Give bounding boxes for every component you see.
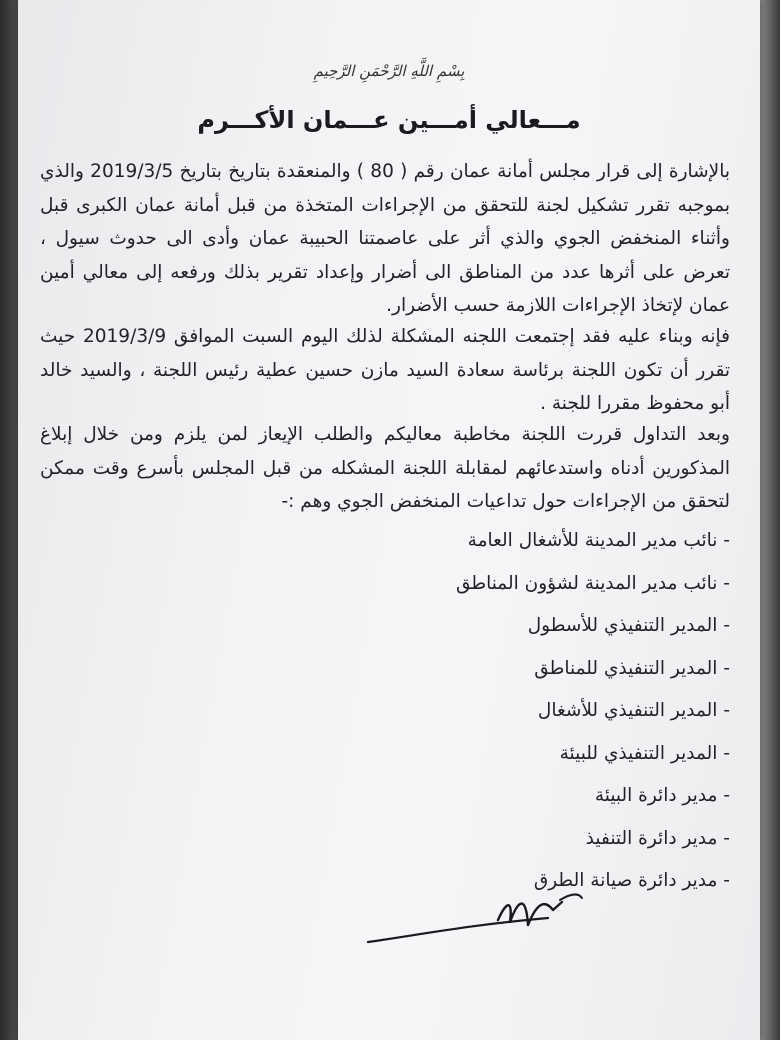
list-item: - مدير دائرة التنفيذ <box>585 827 730 849</box>
basmala: بِسْمِ اللَّهِ الرَّحْمَنِ الرَّحِيمِ <box>313 62 465 80</box>
list-item: - مدير دائرة صيانة الطرق <box>533 870 730 891</box>
list-item: - المدير التنفيذي للأشغال <box>537 700 730 721</box>
paragraph-request: وبعد التداول قررت اللجنة مخاطبة معاليكم والطلب الإيعاز لمن يلزم ومن خلال إبلاغ المذكورين أدناه واستدعائهم لمقابلة اللجنة المشكله من قبل المجلس بأسرع وقت ممكن لتحقق من الإجراءات حول تداعيات المنخفض الجوي وهم :- <box>40 424 730 512</box>
paper-sheet <box>18 0 760 1040</box>
list-item: - نائب مدير المدينة للأشغال العامة <box>467 530 730 551</box>
list-item: - المدير التنفيذي للبيئة <box>559 742 730 764</box>
paragraph-meeting: فإنه وبناء عليه فقد إجتمعت اللجنه المشكلة لذلك اليوم السبت الموافق 2019/3/9 حيث تقرر أن تكون اللجنة برئاسة سعادة السيد مازن حسين عطية رئيس اللجنة ، والسيد خالد أبو محفوظ مقررا للجنة . <box>40 326 730 414</box>
list-item: - مدير دائرة البيئة <box>594 785 730 806</box>
paragraph-intro: بالإشارة إلى قرار مجلس أمانة عمان رقم ( 80 ) والمنعقدة بتاريخ بتاريخ 2019/3/5 والذي بموجبه تقرر تشكيل لجنة للتحقق من الإجراءات المتخذة من قبل أمانة عمان الكبرى قبل وأثناء المنخفض الجوي والذي أثر على عاصمتنا الحبيبة عمان وأدى الى حدوث سيول ، تعرض على أثرها عدد من المناطق الى أضرار وإعداد تقرير بذلك ورفعه إلى معالي أمين عمان لإتخاذ الإجراءات اللازمة حسب الأضرار. <box>40 161 730 316</box>
addressee-title: مـــعالي أمـــين عـــمان الأكـــرم <box>197 106 581 134</box>
officials-list <box>456 520 730 903</box>
handwritten-signature <box>348 880 588 960</box>
list-item: - نائب مدير المدينة لشؤون المناطق <box>455 572 730 594</box>
list-item: - المدير التنفيذي للأسطول <box>527 615 730 636</box>
list-item: - المدير التنفيذي للمناطق <box>534 657 730 679</box>
